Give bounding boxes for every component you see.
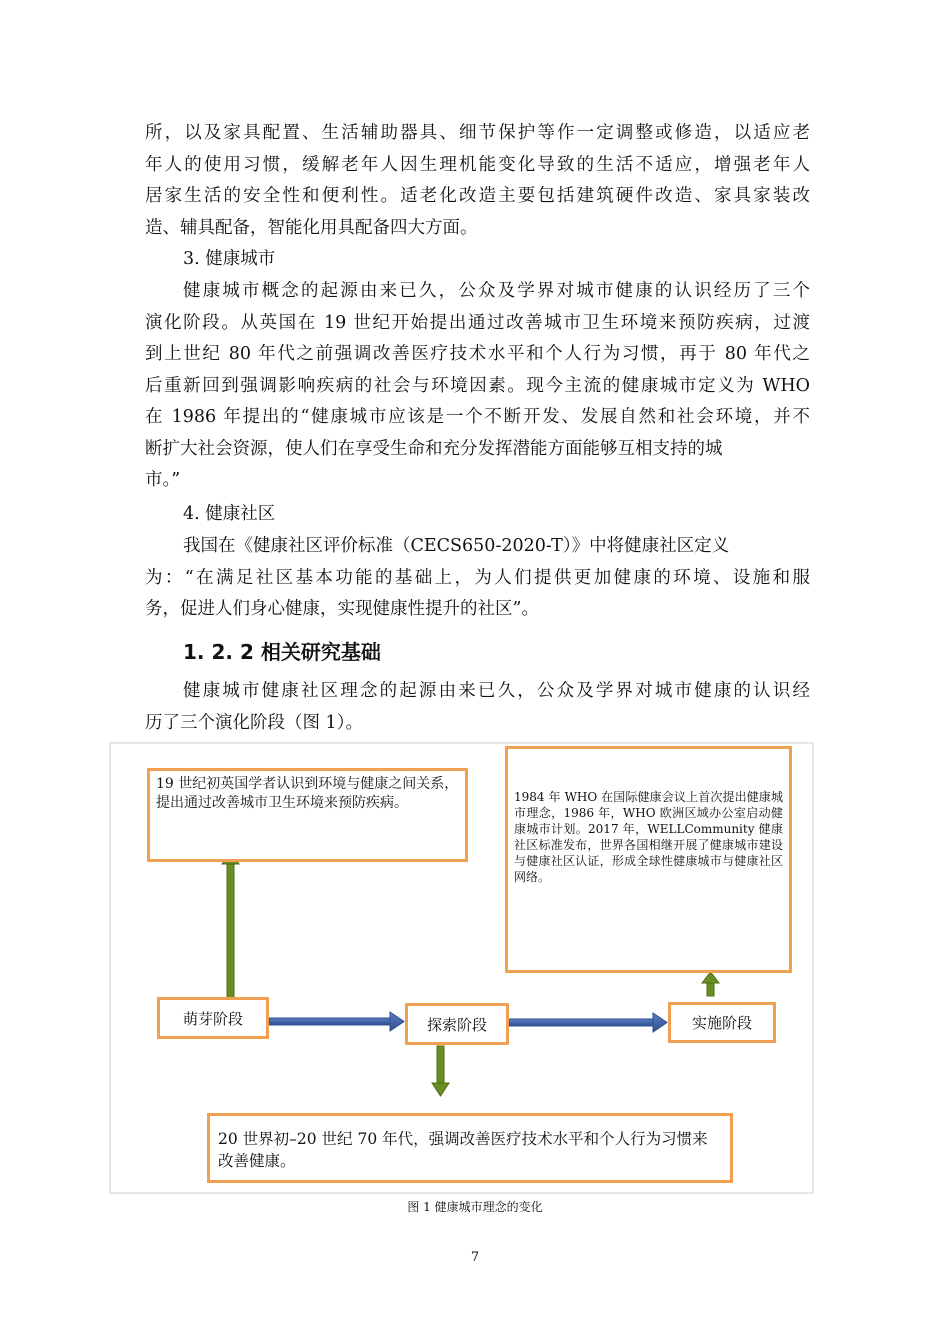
paragraph-aging-renovation [145,118,810,244]
text-line: 断扩大社会资源，使人们在享受生命和充分发挥潜能方面能够互相支持的城 [145,438,723,459]
page-number: 7 [470,1250,480,1265]
text-line: 市。” [145,470,181,490]
text-line: 到上世纪 80 年代之前强调改善医疗技术水平和个人行为习惯，再于 80 年代之 [145,344,810,364]
arrow-down-green [432,1046,449,1096]
text-line: 居家生活的安全性和便利性。适老化改造主要包括建筑硬件改造、家具家装改 [145,186,810,206]
section-heading: 1. 2. 2 相关研究基础 [183,640,381,664]
text-line: 为：“在满足社区基本功能的基础上，为人们提供更加健康的环境、设施和服 [145,567,810,588]
stage-exploration [405,1003,509,1045]
text-line: 健康城市健康社区理念的起源由来已久，公众及学界对城市健康的认识经 [183,681,810,701]
box-20th-century [207,1113,733,1183]
text-line: 所，以及家具配置、生活辅助器具、细节保护等作一定调整或修造，以适应老 [145,123,810,143]
figure-caption: 图 1 健康城市理念的变化 [407,1200,543,1214]
stage-sprouting [157,997,269,1039]
paragraph-healthy-community [145,531,810,626]
list-item-label: 4. 健康社区 [183,504,276,524]
arrow-up-green-left [222,852,239,1000]
figure-healthy-city-evolution [109,742,814,1194]
stage-sprouting-label: 萌芽阶段 [182,1009,243,1028]
box-20th-century-text: 20 世界初–20 世纪 70 年代，强调改善医疗技术水平和个人行为习惯来改善健康。 [218,1130,708,1170]
text-line: 我国在《健康社区评价标准（CECS650-2020-T）》中将健康社区定义 [183,536,730,556]
text-line: 年人的使用习惯，缓解老年人因生理机能变化导致的生活不适应，增强老年人 [145,154,810,175]
list-item-healthy-community [145,499,848,531]
text-line: 演化阶段。从英国在 19 世纪开始提出通过改善城市卫生环境来预防疾病，过渡 [145,312,810,333]
stage-implementation-label: 实施阶段 [691,1014,752,1032]
list-item-healthy-city [145,244,848,276]
text-line: 历了三个演化阶段（图 1）。 [145,712,363,733]
stage-implementation [668,1002,776,1043]
stage-exploration-label: 探索阶段 [426,1015,487,1034]
box-19th-century [147,768,468,862]
text-line: 健康城市概念的起源由来已久，公众及学界对城市健康的认识经历了三个 [183,281,810,301]
arrow-up-green-right [702,972,719,996]
text-line: 务，促进人们身心健康，实现健康性提升的社区”。 [145,599,539,619]
text-line: 在 1986 年提出的“健康城市应该是一个不断开发、发展自然和社会环境，并不 [145,407,810,427]
box-1984-who [505,746,792,973]
text-line: 后重新回到强调影响疾病的社会与环境因素。现今主流的健康城市定义为 WHO [145,375,810,396]
paragraph-research-basis [145,676,810,739]
box-1984-who-text: 1984 年 WHO 在国际健康会议上首次提出健康城市理念，1986 年，WHO 欧洲区域办公室启动健康城市计划。2017 年，WELLCommunity 健康社区标准发布，世界各国相继开展了健康城市建设与健康社区认证，形成全球性健康城市与健康社区网络。 [514,790,783,884]
arrow-right-blue-1 [269,1012,404,1031]
list-item-label: 3. 健康城市 [183,249,276,269]
box-19th-century-text: 19 世纪初英国学者认识到环境与健康之间关系，提出通过改善城市卫生环境来预防疾病。 [156,776,459,811]
text-line: 造、辅具配备，智能化用具配备四大方面。 [145,217,478,238]
arrow-right-blue-2 [509,1013,667,1032]
paragraph-healthy-city [145,276,810,497]
